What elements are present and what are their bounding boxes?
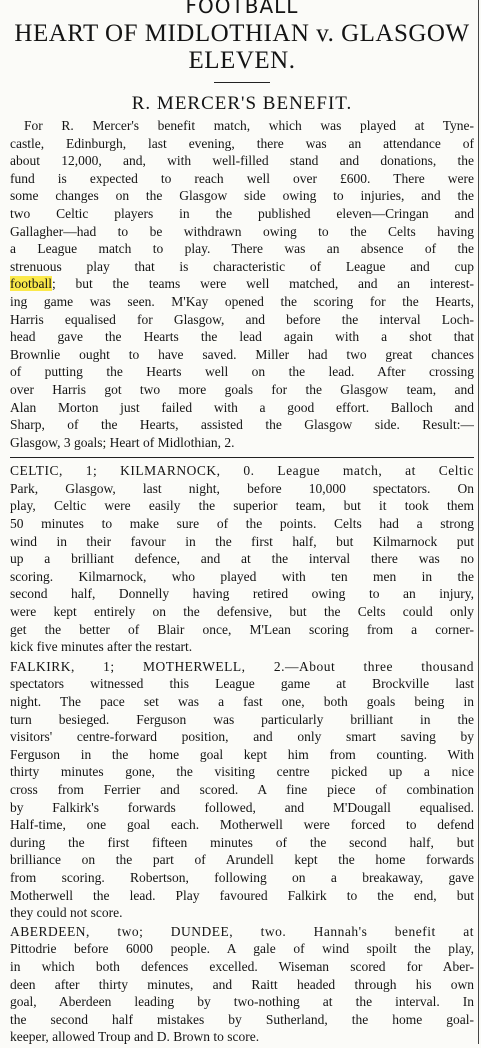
article-aberdeen-dundee bbox=[10, 923, 474, 1046]
highlighted-word: football bbox=[10, 276, 52, 292]
line-rest: ; but the teams were well matched, and an interest- bbox=[52, 276, 474, 292]
short-divider bbox=[214, 82, 270, 83]
text-line: of putting the Hearts well on the lead. After crossing bbox=[10, 364, 474, 380]
text-line: For R. Mercer's benefit match, which was played at Tyne- bbox=[24, 118, 474, 133]
text-line: cross from Ferrier and scored. A fine piece of combination bbox=[10, 781, 474, 797]
column-rule bbox=[478, 0, 479, 1044]
section-title: FOOTBALL bbox=[185, 0, 299, 18]
text-line: about 12,000, and, with well-filled stand and donations, the bbox=[10, 153, 474, 169]
text-line: in which both defences excelled. Wiseman scored for Aber- bbox=[10, 958, 474, 974]
article-celtic-kilmarnock bbox=[10, 462, 474, 656]
text-line: thirty minutes gone, the visiting centre picked up a nice bbox=[10, 764, 474, 780]
text-line: night. The pace set was a fast one, both goals being in bbox=[10, 694, 474, 709]
headline-line-1: HEART OF MIDLOTHIAN v. GLASGOW bbox=[14, 20, 470, 47]
text-line: wind in their favour in the first half, but Kilmarnock put bbox=[10, 533, 474, 549]
subheading: R. MERCER'S BENEFIT. bbox=[131, 93, 353, 114]
text-line: were kept entirely on the defensive, but the Celts could only bbox=[10, 604, 474, 620]
text-line: Ferguson in the home goal kept him from counting. With bbox=[10, 746, 474, 762]
text-line: Pittodrie before 6000 people. A gale of wind spoilt the play, bbox=[10, 941, 474, 957]
text-line: ABERDEEN, two; DUNDEE, two. Hannah's benefit at bbox=[10, 923, 474, 939]
article-falkirk-motherwell bbox=[10, 658, 474, 922]
text-line: play, Celtic were easily the superior team, but it took them bbox=[10, 498, 474, 514]
text-line: deen after thirty minutes, and Raitt headed through his own bbox=[10, 976, 474, 992]
text-line: keeper, allowed Troup and D. Brown to score. bbox=[10, 1029, 260, 1045]
text-line: get the better of Blair once, M'Lean scoring from a corner- bbox=[10, 621, 474, 637]
text-line: Glasgow, 3 goals; Heart of Midlothian, 2. bbox=[10, 434, 235, 450]
text-line: fund is expected to reach well over £600. There were bbox=[10, 170, 474, 186]
text-line: scoring. Kilmarnock, who played with ten men in the bbox=[10, 568, 474, 584]
text-line: goal, Aberdeen leading by two-nothing at the interval. In bbox=[10, 994, 474, 1010]
text-line: strenuous play that is characteristic of League and cup bbox=[10, 258, 474, 274]
text-line: the second half mistakes by Sutherland, the home goal- bbox=[10, 1011, 474, 1027]
text-line: Sharp, of the Hearts, assisted the Glasgow side. Result:— bbox=[10, 417, 474, 433]
text-line: some changes on the Glasgow side owing to injuries, and the bbox=[10, 188, 474, 204]
text-line: Park, Glasgow, last night, before 10,000 spectators. On bbox=[10, 480, 474, 496]
headline-line-2: ELEVEN. bbox=[188, 47, 296, 74]
article-mercer-benefit bbox=[10, 117, 474, 451]
text-line: by Falkirk's forwards followed, and M'Dougall equalised. bbox=[10, 799, 474, 815]
text-line: ing game was seen. M'Kay opened the scoring for the Hearts, bbox=[10, 293, 474, 309]
text-line: from scoring. Robertson, following on a breakaway, gave bbox=[10, 869, 474, 885]
text-line: during the first fifteen minutes of the second half, but bbox=[10, 834, 474, 850]
headline bbox=[10, 20, 474, 74]
text-line: over Harris got two more goals for the Glasgow team, and bbox=[10, 381, 474, 397]
text-line: Harris equalised for Glasgow, and before the interval Loch- bbox=[10, 311, 474, 327]
text-line: spectators witnessed this League game at Brockville last bbox=[10, 676, 474, 692]
text-line: Alan Morton just failed with a good effort. Balloch and bbox=[10, 399, 474, 415]
text-line: up a brilliant defence, and at the interval there was no bbox=[10, 551, 474, 567]
text-line: brilliance on the part of Arundell kept the home forwards bbox=[10, 852, 474, 868]
divider bbox=[10, 457, 474, 458]
text-line: visitors' centre-forward position, and only smart saving by bbox=[10, 729, 474, 745]
text-line: FALKIRK, 1; MOTHERWELL, 2.—About three thousand bbox=[10, 658, 474, 674]
text-line: head gave the Hearts the lead again with a shot that bbox=[10, 329, 474, 345]
text-line: two Celtic players in the published eleven—Cringan and bbox=[10, 205, 474, 221]
text-line: they could not score. bbox=[10, 905, 123, 921]
text-line: castle, Edinburgh, last evening, there was an attendance of bbox=[10, 135, 474, 151]
text-line: a League match to play. There was an absence of the bbox=[10, 241, 474, 257]
text-line: Brownlie ought to have saved. Miller had two great chances bbox=[10, 346, 474, 362]
text-line: CELTIC, 1; KILMARNOCK, 0. League match, at Celtic bbox=[10, 463, 474, 479]
text-line: kick five minutes after the restart. bbox=[10, 639, 193, 655]
text-line: second half, Donnelly having retired owing to an injury, bbox=[10, 586, 474, 602]
text-line: 50 minutes to make sure of the points. Celts had a strong bbox=[10, 516, 474, 532]
text-line: Gallagher—had to be withdrawn owing to the Celts having bbox=[10, 223, 474, 239]
text-line bbox=[10, 275, 474, 293]
text-line: turn besieged. Ferguson was particularly brilliant in the bbox=[10, 711, 474, 727]
text-line: Half-time, one goal each. Motherwell were forced to defend bbox=[10, 817, 474, 833]
text-line: Motherwell the lead. Play favoured Falkirk to the end, but bbox=[10, 887, 474, 903]
